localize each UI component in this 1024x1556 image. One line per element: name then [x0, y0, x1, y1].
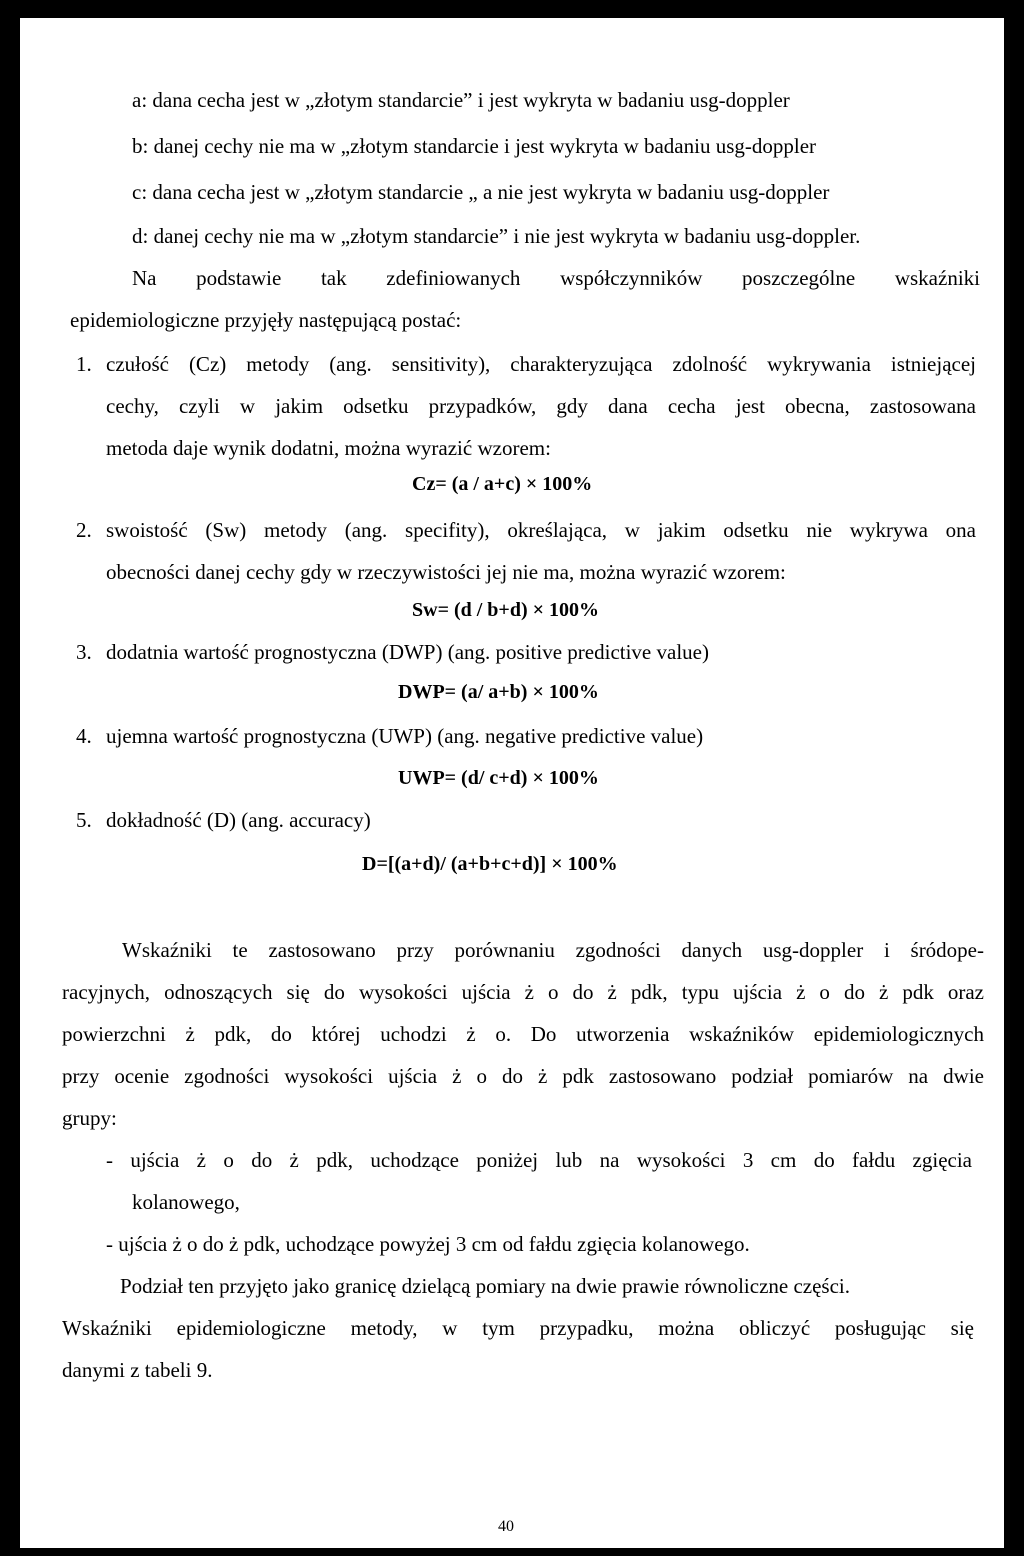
item-3-line-1: dodatnia wartość prognostyczna (DWP) (ang. positive predictive value) — [106, 640, 709, 664]
closing-line-1: Podział ten przyjęto jako granicę dzielącą pomiary na dwie prawie równoliczne części. — [120, 1274, 851, 1298]
bullet-1-line-1: - ujścia ż o do ż pdk, uchodzące poniżej lub na wysokości 3 cm do fałdu zgięcia — [106, 1148, 972, 1172]
item-5-line-1: dokładność (D) (ang. accuracy) — [106, 808, 371, 832]
paragraph-line-5: grupy: — [62, 1106, 117, 1130]
definition-b: b: danej cechy nie ma w „złotym standarcie i jest wykryta w badaniu usg-doppler — [132, 134, 817, 158]
paragraph-line-1: Wskaźniki te zastosowano przy porównaniu zgodności danych usg-doppler i śródope- — [122, 938, 984, 962]
item-2-number: 2. — [76, 518, 92, 542]
closing-line-2: Wskaźniki epidemiologiczne metody, w tym przypadku, można obliczyć posługując się — [62, 1316, 974, 1340]
bullet-2-line: - ujścia ż o do ż pdk, uchodzące powyżej 3 cm od fałdu zgięcia kolanowego. — [106, 1232, 750, 1256]
paragraph-line-2: racyjnych, odnoszących się do wysokości ujścia ż o do ż pdk, typu ujścia ż o do ż pdk oraz — [62, 980, 984, 1004]
intro-line-2: epidemiologiczne przyjęły następującą postać: — [70, 308, 462, 332]
item-4-line-1: ujemna wartość prognostyczna (UWP) (ang. negative predictive value) — [106, 724, 704, 748]
item-1-line-1: czułość (Cz) metody (ang. sensitivity), charakteryzująca zdolność wykrywania istniejącej — [106, 352, 976, 376]
closing-line-3: danymi z tabeli 9. — [62, 1358, 213, 1382]
page-number: 40 — [498, 1518, 514, 1535]
dwp-formula: DWP= (a/ a+b) × 100% — [398, 681, 599, 703]
bullet-1-line-2: kolanowego, — [132, 1190, 240, 1214]
definition-d: d: danej cechy nie ma w „złotym standarcie” i nie jest wykryta w badaniu usg-doppler. — [132, 224, 861, 248]
item-1-line-3: metoda daje wynik dodatni, można wyrazić wzorem: — [106, 436, 551, 460]
definition-a: a: dana cecha jest w „złotym standarcie” i jest wykryta w badaniu usg-doppler — [132, 88, 790, 112]
document-page — [20, 18, 1004, 1548]
item-1-line-2: cechy, czyli w jakim odsetku przypadków, gdy dana cecha jest obecna, zastosowana — [106, 394, 976, 418]
item-4-number: 4. — [76, 724, 92, 748]
accuracy-formula: D=[(a+d)/ (a+b+c+d)] × 100% — [362, 853, 618, 875]
item-3-number: 3. — [76, 640, 92, 664]
item-2-line-1: swoistość (Sw) metody (ang. specifity), określająca, w jakim odsetku nie wykrywa ona — [106, 518, 976, 542]
definition-c: c: dana cecha jest w „złotym standarcie „ a nie jest wykryta w badaniu usg-doppler — [132, 180, 830, 204]
paragraph-line-4: przy ocenie zgodności wysokości ujścia ż o do ż pdk zastosowano podział pomiarów na dwie — [62, 1064, 984, 1088]
uwp-formula: UWP= (d/ c+d) × 100% — [398, 767, 599, 789]
item-2-line-2: obecności danej cechy gdy w rzeczywistości jej nie ma, można wyrazić wzorem: — [106, 560, 786, 584]
sensitivity-formula: Cz= (a / a+c) × 100% — [412, 473, 593, 495]
item-5-number: 5. — [76, 808, 92, 832]
specificity-formula: Sw= (d / b+d) × 100% — [412, 599, 600, 621]
intro-line-1: Na podstawie tak zdefiniowanych współczynników poszczególne wskaźniki — [132, 266, 980, 290]
paragraph-line-3: powierzchni ż pdk, do której uchodzi ż o. Do utworzenia wskaźników epidemiologicznych — [62, 1022, 984, 1046]
item-1-number: 1. — [76, 352, 92, 376]
